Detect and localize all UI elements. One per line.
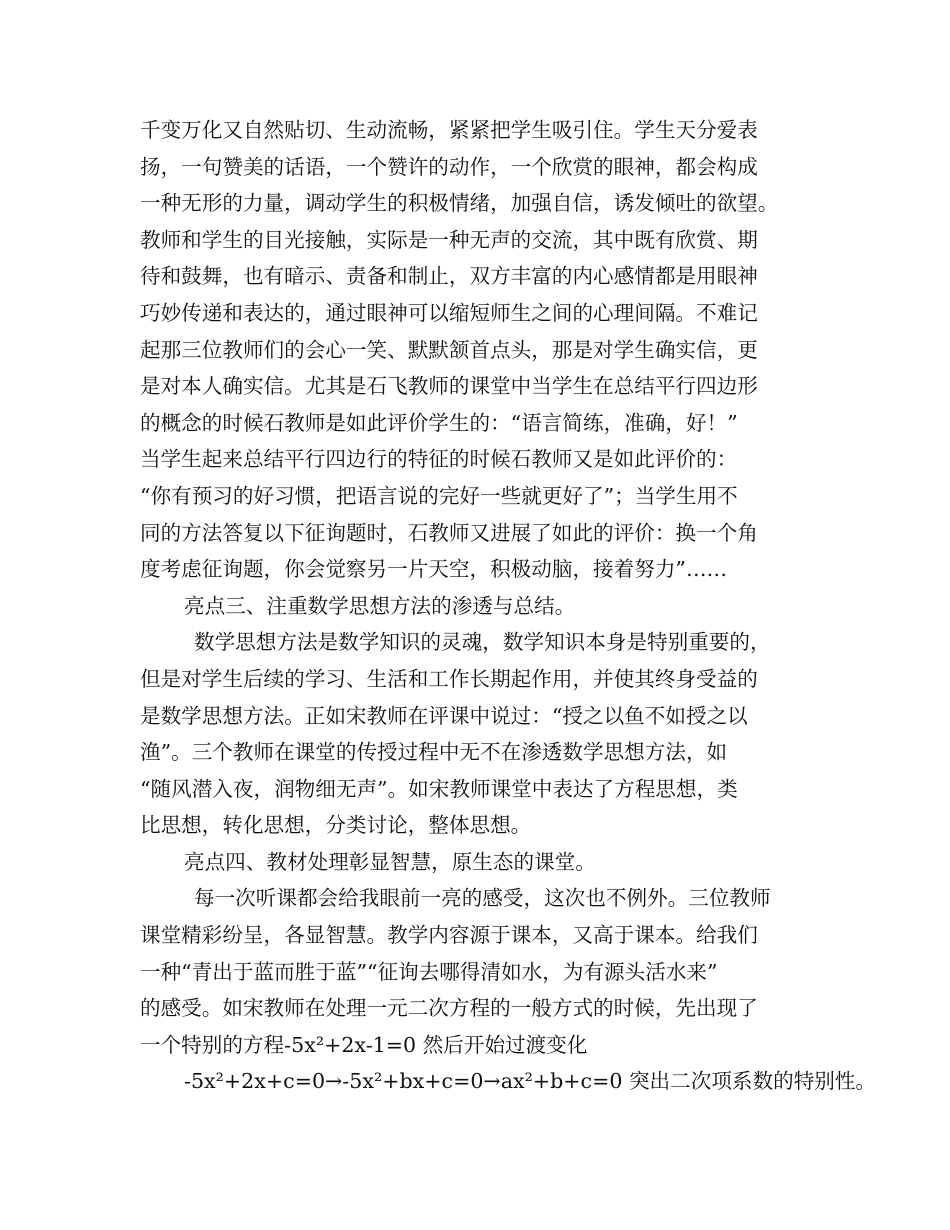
text-line: 数学思想方法是数学知识的灵魂，数学知识本身是特别重要的， [194, 630, 771, 655]
text-line: 千变万化又自然贴切、生动流畅，紧紧把学生吸引住。学生天分爱表 [140, 118, 758, 142]
text-line: 但是对学生后续的学习、生活和工作长期起作用，并使其终身受益的 [140, 666, 758, 691]
text-line: 一种“青出于蓝而胜于蓝”“征询去哪得清如水，为有源头活水来” [140, 959, 718, 984]
text-line: 起那三位教师们的会心一笑、默默颔首点头，那是对学生确实信，更 [140, 337, 758, 362]
text-line: 渔”。三个教师在课堂的传授过程中无不在渗透数学思想方法，如 [140, 740, 728, 765]
text-line: 比思想，转化思想，分类讨论，整体思想。 [140, 813, 532, 838]
text-line: 扬，一句赞美的话语，一个赞许的动作，一个欣赏的眼神，都会构成 [140, 154, 758, 179]
document-body [140, 112, 877, 1100]
text-line: 待和鼓舞，也有暗示、责备和制止，双方丰富的内心感情都是用眼神 [140, 264, 758, 289]
section-heading-3: 亮点三、注重数学思想方法的渗透与总结。 [184, 593, 576, 618]
text-line: 巧妙传递和表达的，通过眼神可以缩短师生之间的心理间隔。不难记 [140, 300, 758, 325]
text-line: 一种无形的力量，调动学生的积极情绪，加强自信，诱发倾吐的欲望。 [140, 191, 779, 216]
text-line: 当学生起来总结平行四边行的特征的时候石教师又是如此评价的： [140, 447, 738, 472]
text-line: 同的方法答复以下征询题时，石教师又进展了如此的评价：换一个角 [140, 520, 758, 545]
text-line: “随风潜入夜，润物细无声”。如宋教师课堂中表达了方程思想，类 [140, 776, 738, 801]
text-line: 一个特别的方程-5x²+2x-1=0 然后开始过渡变化 [140, 1032, 588, 1057]
text-line: 度考虑征询题，你会觉察另一片天空，积极动脑，接着努力”…… [140, 557, 728, 582]
text-line: 的概念的时候石教师是如此评价学生的：“语言简练，准确，好！” [140, 410, 738, 435]
text-line: 的感受。如宋教师在处理一元二次方程的一般方式的时候，先出现了 [140, 996, 758, 1021]
text-line: 是数学思想方法。正如宋教师在评课中说过：“授之以鱼不如授之以 [140, 703, 748, 728]
formula-line: -5x²+2x+c=0→-5x²+bx+c=0→ax²+b+c=0 突出二次项系数的特别性。 [184, 1069, 877, 1094]
text-line: 是对本人确实信。尤其是石飞教师的课堂中当学生在总结平行四边形 [140, 374, 758, 399]
text-line: “你有预习的好习惯，把语言说的完好一些就更好了”；当学生用不 [140, 483, 738, 508]
text-line: 课堂精彩纷呈，各显智慧。教学内容源于课本，又高于课本。给我们 [140, 923, 758, 948]
text-line: 每一次听课都会给我眼前一亮的感受，这次也不例外。三位教师 [194, 886, 771, 911]
section-heading-4: 亮点四、教材处理彰显智慧，原生态的课堂。 [184, 849, 596, 874]
text-line: 教师和学生的目光接触，实际是一种无声的交流，其中既有欣赏、期 [140, 227, 758, 252]
